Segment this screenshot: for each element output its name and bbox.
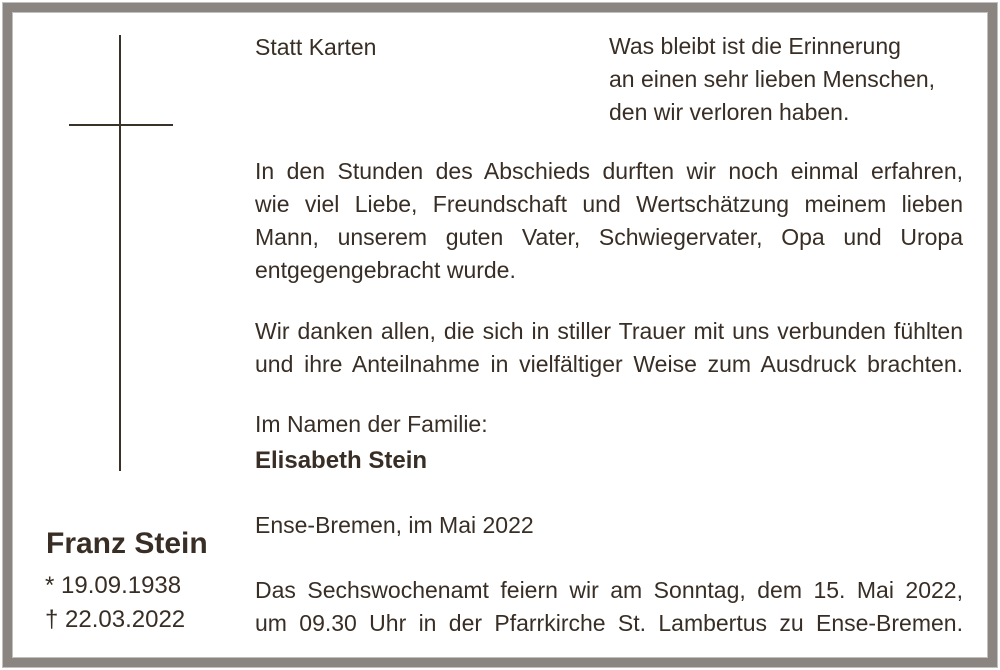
service-paragraph-line-1: Das Sechswochenamt feiern wir am Sonntag, dem 15. Mai 2022, <box>255 577 963 603</box>
service-paragraph <box>255 574 963 640</box>
epigraph-line-1: Was bleibt ist die Erinnerung <box>609 33 901 59</box>
death-date: † 22.03.2022 <box>45 606 186 633</box>
place-and-date: Ense-Bremen, im Mai 2022 <box>255 512 534 538</box>
birth-date: * 19.09.1938 <box>45 572 182 599</box>
condolence-paragraph-line-2: und ihre Anteilnahme in vielfältiger Weise zum Ausdruck brachten. <box>255 351 963 377</box>
statt-karten-label: Statt Karten <box>255 34 377 60</box>
cross-vertical-bar <box>119 35 121 471</box>
deceased-dates <box>45 569 185 637</box>
deceased-name: Franz Stein <box>46 527 208 560</box>
thanks-paragraph-line-2: wie viel Liebe, Freundschaft und Wertschätzung meinem lieben <box>255 191 963 217</box>
thanks-paragraph-line-3: Mann, unserem guten Vater, Schwiegervater, Opa und Uropa <box>255 224 963 250</box>
cross-horizontal-bar <box>69 124 173 126</box>
thanks-paragraph-line-4: entgegengebracht wurde. <box>255 257 516 283</box>
thanks-paragraph <box>255 155 963 287</box>
epigraph-line-3: den wir verloren haben. <box>609 99 850 125</box>
signature-name: Elisabeth Stein <box>255 447 428 474</box>
epigraph <box>609 30 935 129</box>
service-paragraph-line-2: um 09.30 Uhr in der Pfarrkirche St. Lambertus zu Ense-Bremen. <box>255 610 963 636</box>
condolence-paragraph <box>255 315 963 381</box>
epigraph-line-2: an einen sehr lieben Menschen, <box>609 66 936 92</box>
family-lead-in: Im Namen der Familie: <box>255 411 488 437</box>
condolence-paragraph-line-1: Wir danken allen, die sich in stiller Trauer mit uns verbunden fühlten <box>255 318 963 344</box>
thanks-paragraph-line-1: In den Stunden des Abschieds durften wir noch einmal erfahren, <box>255 158 963 184</box>
